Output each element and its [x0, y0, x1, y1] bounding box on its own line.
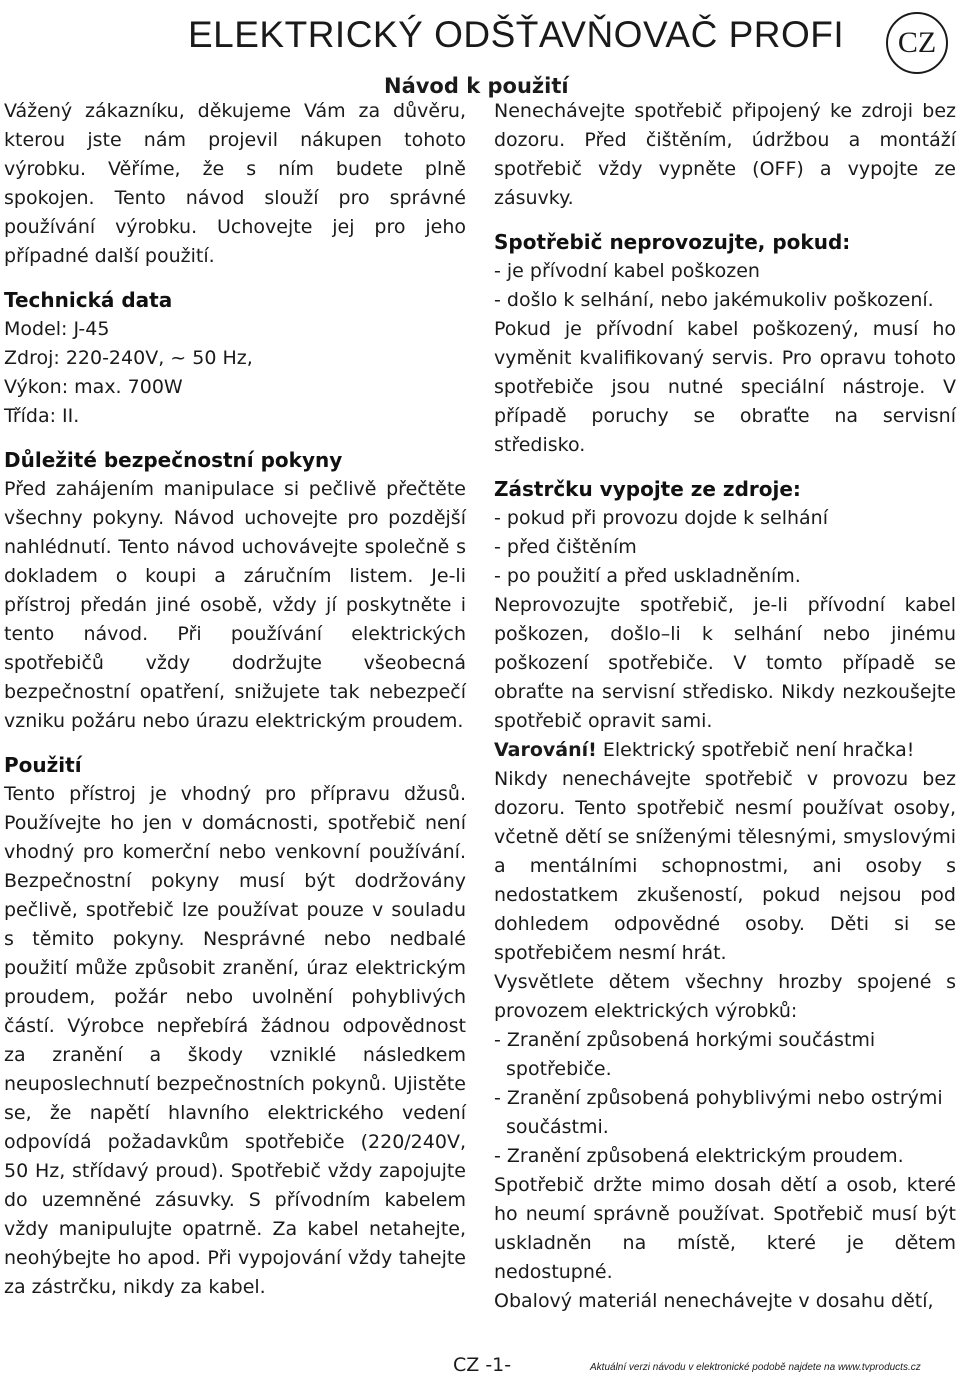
page-number: CZ -1-: [453, 1354, 512, 1376]
do-not-operate-heading: Spotřebič neprovozujte, pokud:: [494, 230, 851, 254]
explain-paragraph: Vysvětlete dětem všechny hrozby spojené s provozem elektrických výrobků:: [494, 971, 956, 1022]
tech-model: Model: J-45: [4, 318, 110, 340]
language-badge: CZ: [886, 12, 948, 74]
document-subtitle: Návod k použití: [384, 74, 569, 98]
safety-heading: Důležité bezpečnostní pokyny: [4, 448, 343, 472]
left-column: [4, 97, 466, 1302]
unplug-paragraph: Neprovozujte spotřebič, je-li přívodní kabel poškozen, došlo–li k selhání nebo jinému poškození spotřebiče. V tomto případě se obraťte na servisní středisko. Nikdy nezkoušejte spotřebič opravit sami.: [494, 594, 956, 732]
hazard-item: - Zranění způsobená elektrickým proudem.: [494, 1145, 904, 1167]
usage-paragraph: Tento přístroj je vhodný pro přípravu džusů. Používejte ho jen v domácnosti, spotřebič není vhodný pro komerční nebo venkovní používání. Bezpečnostní pokyny musí být dodržovány pečlivě, spotřebič lze používat pouze v souladu s těmito pokyny. Nesprávné nebo nedbalé použití může způsobit zranění, úraz elektrickým proudem, požár nebo uvolnění pohyblivých částí. Výrobce nepřebírá žádnou odpovědnost za zranění a škody vzniklé následkem neuposlechnutí bezpečnostních pokynů. Ujistěte se, že napětí hlavního elektrického vedení odpovídá požadavkům spotřebiče (220/240V, 50 Hz, střídavý proud). Spotřebič vždy zapojujte do uzemněné zásuvky. S přívodním kabelem vždy manipulujte opatrně. Za kabel netahejte, neohýbejte ho apod. Při vypojování vždy tahejte za zástrčku, nikdy za kabel.: [4, 783, 466, 1298]
unplug-item: - pokud při provozu dojde k selhání: [494, 507, 829, 529]
right-column: [494, 97, 956, 1316]
unplug-item: - po použití a před uskladněním.: [494, 565, 801, 587]
warning-text: Elektrický spotřebič není hračka!: [596, 739, 915, 761]
tech-power: Výkon: max. 700W: [4, 376, 183, 398]
tech-data-heading: Technická data: [4, 288, 173, 312]
hazard-item: - Zranění způsobená pohyblivými nebo ostrými součástmi.: [494, 1087, 943, 1138]
warning-label: Varování!: [494, 739, 597, 761]
safety-paragraph: Před zahájením manipulace si pečlivě přečtěte všechny pokyny. Návod uchovejte pro pozdější nahlédnutí. Tento návod uchovávejte společně s dokladem o koupi a záručním listem. Je-li přístroj předán jiné osobě, vždy jí poskytněte i tento návod. Při používání elektrických spotřebičů vždy dodržujte všeobecná bezpečnostní opatření, snižujete tak nebezpečí vzniku požáru nebo úrazu elektrickým proudem.: [4, 478, 466, 732]
unplug-heading: Zástrčku vypojte ze zdroje:: [494, 477, 801, 501]
tech-source: Zdroj: 220-240V, ~ 50 Hz,: [4, 347, 253, 369]
unplug-item: - před čištěním: [494, 536, 637, 558]
document-title: ELEKTRICKÝ ODŠŤAVŇOVAČ PROFI: [188, 14, 845, 55]
cable-damage-paragraph: Pokud je přívodní kabel poškozený, musí ho vyměnit kvalifikovaný servis. Pro opravu tohoto spotřebiče jsou nutné speciální nástroje. V případě poruchy se obraťte na servisní středisko.: [494, 318, 956, 456]
children-paragraph: Nikdy nenechávejte spotřebič v provozu bez dozoru. Tento spotřebič nesmí používat osoby, včetně dětí se sníženými tělesnými, smyslovými a mentálními schopnostmi, ani osoby s nedostatkem zkušeností, pokud nejsou pod dohledem odpovědné osoby. Děti si se spotřebičem nesmí hrát.: [494, 768, 956, 964]
unattended-paragraph: Nenechávejte spotřebič připojený ke zdroji bez dozoru. Před čištěním, údržbou a montáží spotřebič vždy vypněte (OFF) a vypojte ze zásuvky.: [494, 100, 956, 209]
warning-line: [494, 736, 956, 765]
footer-note: Aktuální verzi návodu v elektronické podobě najdete na www.tvproducts.cz: [590, 1362, 921, 1373]
usage-heading: Použití: [4, 753, 82, 777]
packaging-paragraph: Obalový materiál nenechávejte v dosahu dětí,: [494, 1290, 934, 1312]
do-not-operate-item: - je přívodní kabel poškozen: [494, 260, 760, 282]
intro-paragraph: Vážený zákazníku, děkujeme Vám za důvěru, kterou jste nám projevil nákupen tohoto výrobku. Věříme, že s ním budete plně spokojen. Tento návod slouží pro správné používání výrobku. Uchovejte jej pro jeho případné další použití.: [4, 100, 466, 267]
tech-class: Třída: II.: [4, 405, 80, 427]
hazard-item: - Zranění způsobená horkými součástmi spotřebiče.: [494, 1029, 876, 1080]
do-not-operate-item: - došlo k selhání, nebo jakémukoliv poškození.: [494, 289, 934, 311]
storage-paragraph: Spotřebič držte mimo dosah dětí a osob, které ho neumí správně používat. Spotřebič musí být uskladněn na místě, které je dětem nedostupné.: [494, 1174, 956, 1283]
